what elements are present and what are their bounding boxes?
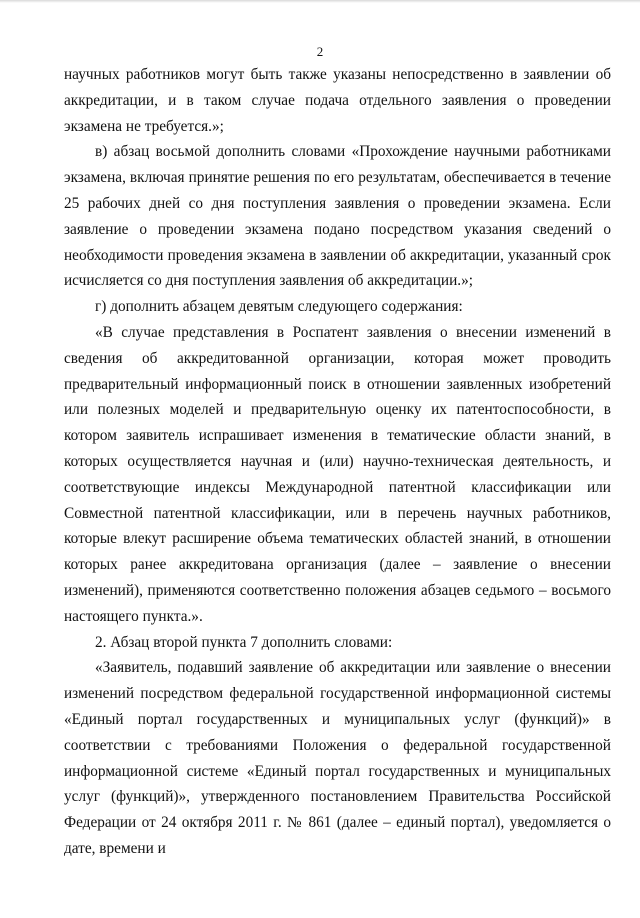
paragraph-continuation: научных работников могут быть также указаны непосредственно в заявлении об аккредитации, и в таком случае подача отдельного заявления о проведении экзамена не требуется.»; (64, 66, 611, 135)
scan-edge-shadow (0, 0, 640, 3)
paragraph-item-2: 2. Абзац второй пункта 7 дополнить словами: (95, 633, 393, 651)
page-number: 2 (316, 44, 324, 59)
paragraph-item-g: г) дополнить абзацем девятым следующего содержания: (95, 298, 463, 316)
paragraph-item-v: в) абзац восьмой дополнить словами «Прохождение научными работниками экзамена, включая принятие решения по его результатам, обеспечивается в течение 25 рабочих дней со дня поступления заявления о проведении экзамена. Если заявление о проведении экзамена подано посредством указания сведений о необходимости проведения экзамена в заявлении об аккредитации, указанный срок исчисляется со дня поступления заявления об аккредитации.»; (64, 143, 611, 290)
paragraph-applicant-notice: «Заявитель, подавший заявление об аккредитации или заявление о внесении изменений посредством федеральной государственной информационной системы «Единый портал государственных и муниципальных услуг (функций)» в соответствии с требованиями Положения о федеральной государственной информационной системе «Единый портал государственных и муниципальных услуг (функций)», утвержденного постановлением Правительства Российской Федерации от 24 октября 2011 г. № 861 (далее – единый портал), уведомляется о дате, времени и (64, 659, 611, 857)
document-body (64, 62, 611, 862)
paragraph-quoted-amendment: «В случае представления в Роспатент заявления о внесении изменений в сведения об аккредитованной организации, которая может проводить предварительный информационный поиск в отношении заявленных изобретений или полезных моделей и предварительную оценку их патентоспособности, в котором заявитель испрашивает изменения в тематические области знаний, в которых осуществляется научная и (или) научно-техническая деятельность, и соответствующие индексы Международной патентной классификации или Совместной патентной классификации, или в перечень научных работников, которые влекут расширение объема тематических областей знаний, в отношении которых ранее аккредитована организация (далее – заявление о внесении изменений), применяются соответственно положения абзацев седьмого – восьмого настоящего пункта.». (64, 323, 611, 625)
